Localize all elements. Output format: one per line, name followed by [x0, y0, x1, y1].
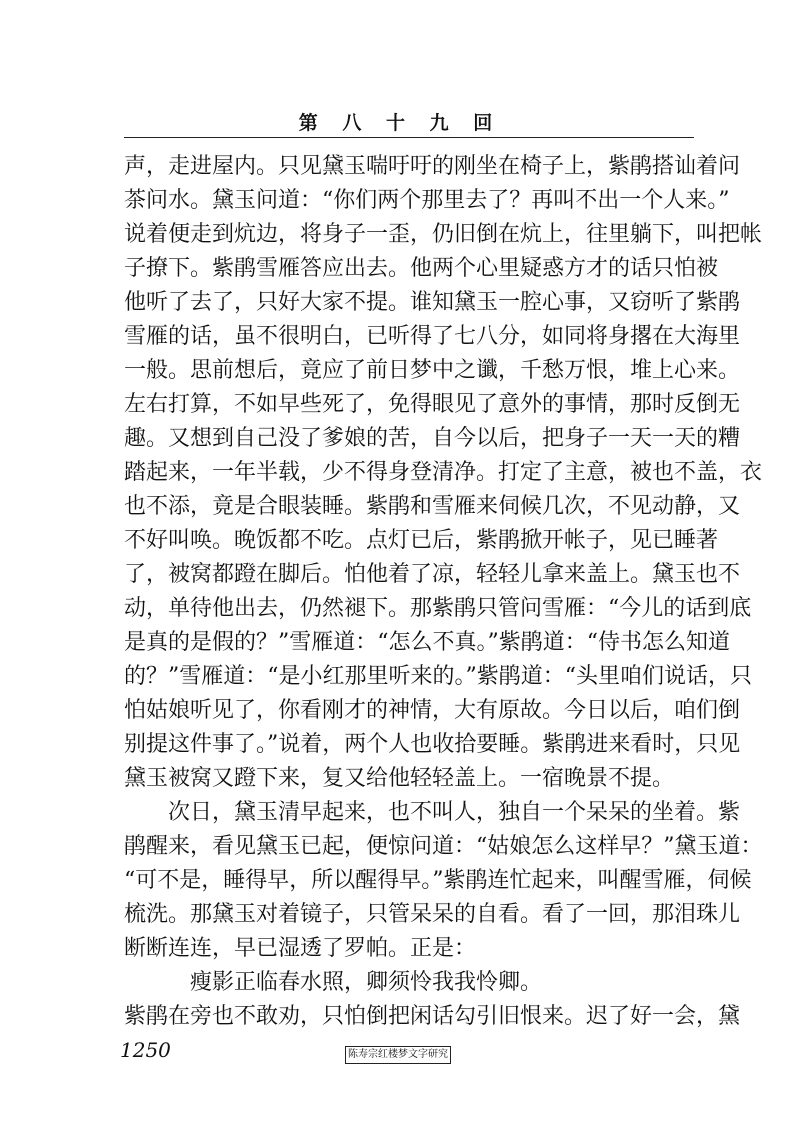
text-line: 一般。思前想后，竟应了前日梦中之谶，千愁万恨，堆上心来。	[124, 358, 741, 383]
text-line: 说着便走到炕边，将身子一歪，仍旧倒在炕上，往里躺下，叫把帐	[124, 222, 763, 247]
page-number: 1250	[120, 1038, 171, 1062]
library-stamp: 陈寿宗红楼梦文字研究	[345, 1046, 451, 1064]
text-line: 踏起来，一年半载，少不得身登清净。打定了主意，被也不盖，衣	[124, 460, 763, 485]
text-line: 也不添，竟是合眼装睡。紫鹃和雪雁来伺候几次，不见动静，又	[124, 494, 741, 519]
text-line: 雪雁的话，虽不很明白，已听得了七八分，如同将身撂在大海里	[124, 324, 741, 349]
body-text	[124, 150, 763, 1034]
text-line: 鹃醒来，看见黛玉已起，便惊问道：“姑娘怎么这样早？”黛玉道：	[124, 834, 763, 859]
text-line: 怕姑娘听见了，你看刚才的神情，大有原故。今日以后，咱们倒	[124, 698, 741, 723]
text-line: 动，单待他出去，仍然褪下。那紫鹃只管问雪雁：“今儿的话到底	[124, 596, 752, 621]
text-line: 紫鹃在旁也不敢劝，只怕倒把闲话勾引旧恨来。迟了好一会，黛	[124, 1004, 741, 1029]
text-line: 是真的是假的？”雪雁道：“怎么不真。”紫鹃道：“侍书怎么知道	[124, 630, 730, 655]
text-line: 梳洗。那黛玉对着镜子，只管呆呆的自看。看了一回，那泪珠儿	[124, 902, 741, 927]
text-line: 断断连连，早已湿透了罗帕。正是：	[124, 936, 477, 961]
text-line: 趣。又想到自己没了爹娘的苦，自今以后，把身子一天一天的糟	[124, 426, 741, 451]
text-line: 他听了去了，只好大家不提。谁知黛玉一腔心事，又窃听了紫鹃	[124, 290, 741, 315]
paragraph-first-line: 次日，黛玉清早起来，也不叫人，独自一个呆呆的坐着。紫	[168, 800, 741, 825]
text-line: “可不是，睡得早，所以醒得早。”紫鹃连忙起来，叫醒雪雁，伺候	[124, 868, 752, 893]
text-line: 别提这件事了。”说着，两个人也收拾要睡。紫鹃进来看时，只见	[124, 732, 741, 757]
text-line: 子撩下。紫鹃雪雁答应出去。他两个心里疑惑方才的话只怕被	[124, 256, 719, 281]
header-rule	[124, 137, 694, 138]
text-line: 不好叫唤。晚饭都不吃。点灯已后，紫鹃掀开帐子，见已睡著	[124, 528, 719, 553]
text-line: 茶问水。黛玉问道：“你们两个那里去了？再叫不出一个人来。”	[124, 188, 730, 213]
text-line: 左右打算，不如早些死了，免得眼见了意外的事情，那时反倒无	[124, 392, 741, 417]
text-line: 的？”雪雁道：“是小红那里听来的。”紫鹃道：“头里咱们说话，只	[124, 664, 752, 689]
text-line: 黛玉被窝又蹬下来，复又给他轻轻盖上。一宿晚景不提。	[124, 766, 675, 791]
poem-line: 瘦影正临春水照，卿须怜我我怜卿。	[190, 970, 543, 995]
page-header-title: 第 八 十 九 回	[298, 112, 502, 134]
text-line: 了，被窝都蹬在脚后。怕他着了凉，轻轻儿拿来盖上。黛玉也不	[124, 562, 741, 587]
text-line: 声，走进屋内。只见黛玉喘吁吁的刚坐在椅子上，紫鹃搭讪着问	[124, 154, 741, 179]
